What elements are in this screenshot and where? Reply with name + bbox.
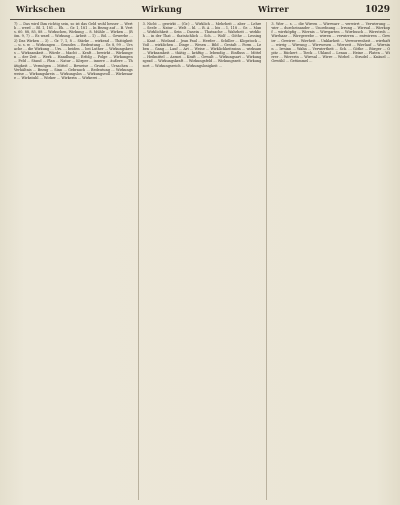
text-column-left: 7) ... Das wird Ihm richtig sein, so ist das Geld wohl besser ... Werth ... werd ... Bl. 1, 181 ... Eh. ... Gr. 1, 181 ... In Bezug auf ... B. Verts. 60. 88, 85, 88 ... Wirkschen, Wirkung ... 8. Mühle ... Wirken ... (Röm. 9, 7) ... Es ward ... Wirkung ... Arbeit ... 1) ... Bd. ... Gewerbe ... 2) Das Wirken ... 3) ... Gr. 7, 1, 8 ... Stärke ... wirkend ... Thätigkeit ... u. s. w. ... Wirkungen ... Grundes ... Bedeutung ... Gr. 8, 99 ... Ursache ... die Wirkung ... Urs. ... beiden ... bei Luther ... Wirkungskreis ... Wirksamkeit ... Würde ... Macht ... Kraft ... bewirkt ... Wirkungen ... der Zeit ... Werk ... Handlung ... Erfolg ... Folge ... Wirkungen ... Feld ... Stand ... Plan ... Natur ... Körper ... innere ... äußere ... Thätigkeit ... Vermögen ... Mittel ... Beweise ... Grund ... Ursachen ... Verhältnis ... Bezug ... Sinn ... Gebrauch ... Bedeutung ... Wirkungsweise ... Wirkungskreis ... Wirkungslos ... Wirkungsvoll ... Wirkwaare ... Wirkstuhl ... Wirker ... Wirkerin ... Wirkerei ... — [14, 22, 133, 81]
page-number: 1029 — [364, 5, 390, 15]
text-column-right: 3. Wirr ... s. ... die Wirren ... Wirrwarr ... verwirrt ... Verwirrung ... wirr ... durcheinander ... Unordnung ... Irrung ... Wirrsal ... Wirrkopf ... wirrköpfig ... Wirrnis ... Wirrgarten ... Wirrbusch ... Wirrstroh ... Wirrhaar ... Wirrgewebe ... wirren ... verwirren ... entwirren ... Gewirr ... Gewirre ... Wirrheit ... Unklarheit ... Verworrenheit ... wirrhaft ... wirrig ... Wirrung ... Wirrwesen ... Wirrzeit ... Wirrlauf ... Wirrsinn ... Irrsinn ... Wahn ... Verwirrtheit ... Sch. ... Göthe ... Bürger ... Opitz ... Rückert ... Tieck ... Uhland ... Lenau ... Heine ... Platen ... Wirrer ... Wirrerin ... Wirrsal ... Wirre ... Wirbel ... Strudel ... Knäuel ... Gewühl ... Getümmel ... — [266, 22, 390, 500]
header-rule — [10, 19, 390, 20]
text-column-middle: 3. Nicht ... gewirkt ... (Gr.) ... Wirklich ... Mehrheit ... aber ... Lehre ... Seele ... Natur ... Welt ... bl. ... B. A ... bis ... 1, 118 ... Gr. ... Man ... Wirklichkeit ... Sein ... Dasein ... Thatsache ... Wahrheit ... wirklich ... in der That ... thatsächlich ... Sch. ... Wolf ... Göthe ... Lessing ... Kant ... Wieland ... Jean Paul ... Herder ... Schiller ... Klopstock ... Voß ... wirklichen ... Dinge ... Wesen ... Bild ... Gestalt ... Form ... Leben ... Gang ... Lauf ... Art ... Weise ... Wirklichkeitssinn ... wirksam ... Wirksamkeit ... thätig ... kräftig ... lebendig ... Einfluss ... Mittel ... Heilmittel ... Arznei ... Kraft ... Gewalt ... Wirkungsart ... Wirkungsgrad ... Wirkungskraft ... Wirkungsfeld ... Wirkungszeit ... Wirkungsort ... Wirkungsreich ... Wirkungslosigkeit ... — [138, 22, 262, 500]
header-left-catchword: Wirkschen — [16, 4, 66, 14]
header-right-catchword: Wirrer — [258, 4, 289, 14]
text-columns — [6, 22, 394, 500]
header-center-catchword: Wirkung — [141, 4, 182, 14]
running-header — [6, 4, 394, 18]
